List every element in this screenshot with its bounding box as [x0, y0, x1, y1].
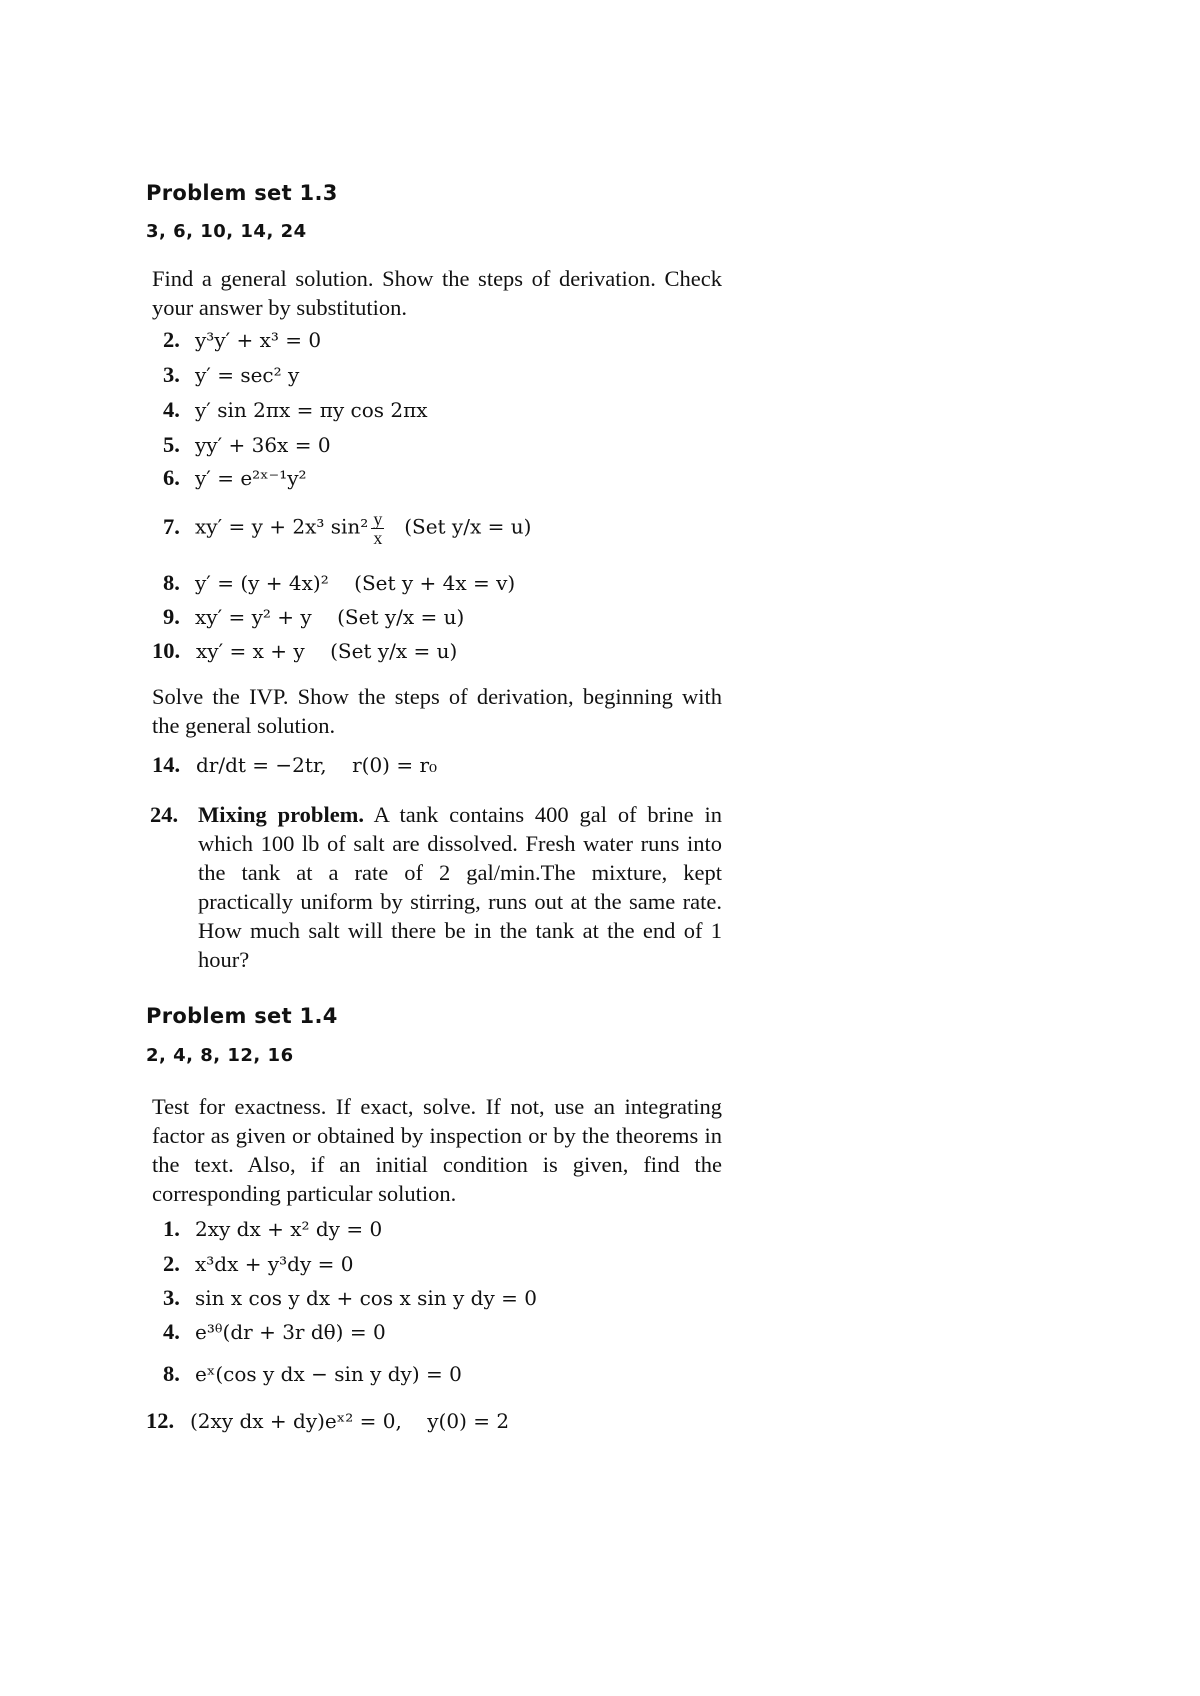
- equation: y′ = (y + 4x)² (Set y + 4x = v): [195, 571, 516, 595]
- problem-set-1-3-assigned: 3, 6, 10, 14, 24: [146, 221, 307, 242]
- equation: xy′ = x + y (Set y/x = u): [196, 639, 458, 663]
- problem-item: 8. y′ = (y + 4x)² (Set y + 4x = v): [163, 570, 516, 595]
- problem-item: 8. eˣ(cos y dx − sin y dy) = 0: [163, 1361, 462, 1386]
- equation: y′ = e²ˣ⁻¹y²: [195, 466, 307, 490]
- problem-item: 2. x³dx + y³dy = 0: [163, 1251, 354, 1276]
- equation: y′ sin 2πx = πy cos 2πx: [195, 398, 428, 422]
- equation: y³y′ + x³ = 0: [195, 328, 322, 352]
- problem-item: 3. y′ = sec² y: [163, 362, 300, 387]
- equation: y′ = sec² y: [195, 363, 300, 387]
- mixing-problem-text: A tank contains 400 gal of brine in which 100 lb of salt are dissolved. Fresh water runs into the tank at a rate of 2 gal/min.The mixture, kept practically uniform by stirring, runs out at the same rate. How much salt will there be in the tank at the end of 1 hour?: [198, 802, 722, 972]
- equation: dr/dt = −2tr, r(0) = r₀: [196, 753, 438, 777]
- problem-item: 5. yy′ + 36x = 0: [163, 432, 331, 457]
- equation: e³ᶿ(dr + 3r dθ) = 0: [195, 1320, 386, 1344]
- mixing-problem: 24. Mixing problem. A tank contains 400 gal of brine in which 100 lb of salt are dissolved. Fresh water runs into the tank at a rate of 2 gal/min.The mixture, kept practically uniform by stirring, runs out at the same rate. How much salt will there be in the tank at the end of 1 hour?: [150, 802, 722, 972]
- equation: yy′ + 36x = 0: [195, 433, 331, 457]
- equation: eˣ(cos y dx − sin y dy) = 0: [195, 1362, 462, 1386]
- problem-item: 4. e³ᶿ(dr + 3r dθ) = 0: [163, 1319, 386, 1344]
- equation: 2xy dx + x² dy = 0: [195, 1217, 383, 1241]
- problem-item: 2. y³y′ + x³ = 0: [163, 327, 322, 352]
- mixing-problem-lead: Mixing problem.: [198, 802, 365, 827]
- problem-set-1-3-title: Problem set 1.3: [146, 181, 338, 205]
- problem-set-1-4-assigned: 2, 4, 8, 12, 16: [146, 1045, 294, 1066]
- equation: (2xy dx + dy)eˣ² = 0, y(0) = 2: [190, 1409, 510, 1433]
- problem-set-1-4-title: Problem set 1.4: [146, 1004, 338, 1028]
- instructions-ivp: Solve the IVP. Show the steps of derivation, beginning with the general solution.: [152, 684, 722, 738]
- instructions-general-solution: Find a general solution. Show the steps of derivation. Check your answer by substitution.: [152, 266, 722, 320]
- equation: x³dx + y³dy = 0: [195, 1252, 354, 1276]
- problem-item: 14. dr/dt = −2tr, r(0) = r₀: [152, 752, 438, 777]
- equation: sin x cos y dx + cos x sin y dy = 0: [195, 1286, 537, 1310]
- fraction: $\frac{y}{x}$: [373, 509, 383, 548]
- equation: xy′ = y + 2x³ sin²: [195, 514, 369, 539]
- problem-item: 3. sin x cos y dx + cos x sin y dy = 0: [163, 1285, 537, 1310]
- problem-item: 6. y′ = e²ˣ⁻¹y²: [163, 465, 307, 490]
- problem-item: 10. xy′ = x + y (Set y/x = u): [152, 638, 458, 663]
- equation: xy′ = y² + y (Set y/x = u): [195, 605, 465, 629]
- problem-item: 9. xy′ = y² + y (Set y/x = u): [163, 604, 465, 629]
- problem-item: 4. y′ sin 2πx = πy cos 2πx: [163, 397, 428, 422]
- problem-item: 12. (2xy dx + dy)eˣ² = 0, y(0) = 2: [146, 1408, 510, 1433]
- instructions-exactness: Test for exactness. If exact, solve. If not, use an integrating factor as given or obtained by inspection or by the theorems in the text. Also, if an initial condition is given, find the corresponding particular solution.: [152, 1094, 722, 1206]
- problem-item: 7. xy′ = y + 2x³ sin² $\frac{y}{x}$ (Set y/x = u): [163, 509, 532, 548]
- equation-hint: (Set y/x = u): [404, 514, 532, 539]
- problem-item: 1. 2xy dx + x² dy = 0: [163, 1216, 383, 1241]
